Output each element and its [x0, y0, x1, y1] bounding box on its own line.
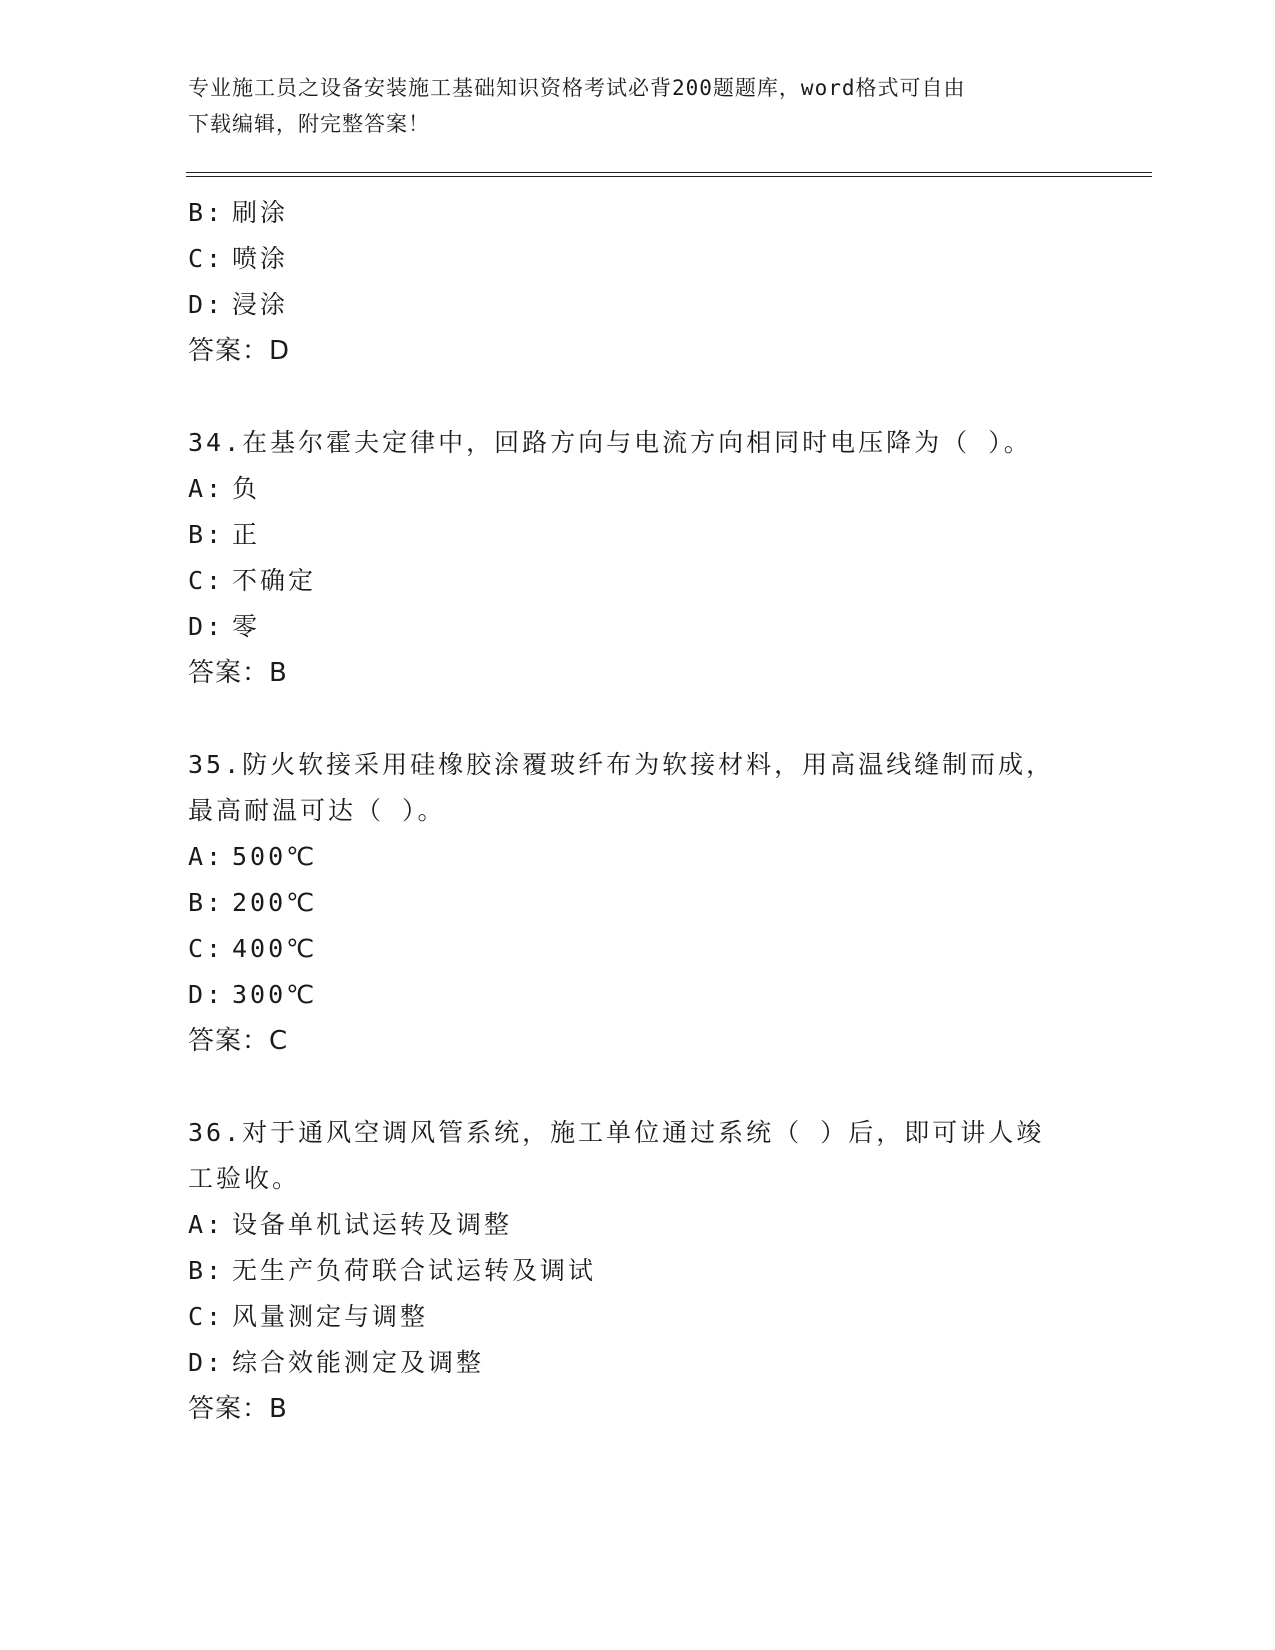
- question-34: [188, 420, 1088, 696]
- header-divider-bottom: [186, 176, 1152, 177]
- question-stem-line-1: 35.防火软接采用硅橡胶涂覆玻纤布为软接材料，用高温线缝制而成，: [188, 750, 1055, 779]
- question-35: [188, 742, 1088, 1064]
- question-stem-line-2: 工验收。: [188, 1164, 301, 1193]
- option-c: C: 风量测定与调整: [188, 1302, 429, 1331]
- option-b: B: 刷涂: [188, 198, 289, 227]
- option-a: A: 500℃: [188, 842, 318, 871]
- option-d: D: 300℃: [188, 980, 318, 1009]
- question-stem: 34.在基尔霍夫定律中，回路方向与电流方向相同时电压降为（ ）。: [188, 428, 1032, 457]
- answer-line: 答案：D: [188, 336, 291, 366]
- header-line-2: 下载编辑，附完整答案！: [188, 112, 430, 136]
- question-stem-line-1: 36.对于通风空调风管系统，施工单位通过系统（ ）后，即可讲人竣: [188, 1118, 1045, 1147]
- option-b: B: 200℃: [188, 888, 318, 917]
- option-b: B: 无生产负荷联合试运转及调试: [188, 1256, 597, 1285]
- question-36: [188, 1110, 1088, 1432]
- option-d: D: 综合效能测定及调整: [188, 1348, 485, 1377]
- question-33-continuation: [188, 190, 1088, 374]
- option-c: C: 400℃: [188, 934, 318, 963]
- option-b: B: 正: [188, 520, 261, 549]
- question-list: [188, 190, 1088, 1432]
- answer-line: 答案：B: [188, 658, 288, 688]
- answer-line: 答案：B: [188, 1394, 288, 1424]
- header-divider-top: [186, 172, 1152, 173]
- document-header: [188, 70, 1088, 142]
- question-stem-line-2: 最高耐温可达（ ）。: [188, 796, 446, 825]
- option-d: D: 浸涂: [188, 290, 289, 319]
- option-a: A: 负: [188, 474, 261, 503]
- option-c: C: 喷涂: [188, 244, 289, 273]
- option-a: A: 设备单机试运转及调整: [188, 1210, 513, 1239]
- option-d: D: 零: [188, 612, 261, 641]
- answer-line: 答案：C: [188, 1026, 289, 1056]
- option-c: C: 不确定: [188, 566, 317, 595]
- header-line-1: 专业施工员之设备安装施工基础知识资格考试必背200题题库，word格式可自由: [188, 76, 966, 100]
